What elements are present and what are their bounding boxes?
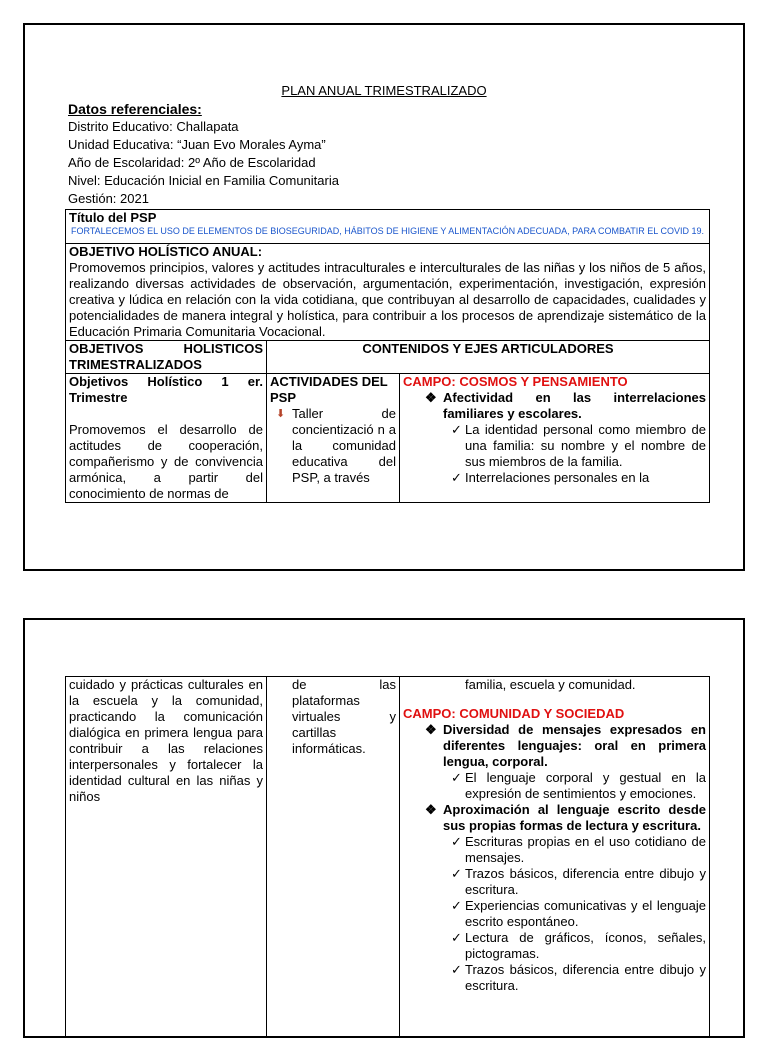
datos-referenciales-list [68,118,339,208]
campo-comunidad-heading: CAMPO: COMUNIDAD Y SOCIEDAD [403,706,625,721]
content-row-continued [66,677,710,1038]
checkmark-icon: ✓ [451,470,462,485]
checkmark-icon: ✓ [451,866,462,881]
document-page-2 [23,618,745,1038]
datos-line: Año de Escolaridad: 2º Año de Escolaridad [68,155,316,170]
actividad-continued: de las plataformas virtuales y cartillas informáticas. [292,677,396,756]
psp-title-text: FORTALECEMOS EL USO DE ELEMENTOS DE BIOSEGURIDAD, HÁBITOS DE HIGIENE Y ALIMENTACIÓN ADECUADA, PARA COMBATIR EL COVID 19. [71,226,704,236]
diamond-bullet-icon: ❖ [425,802,437,817]
campo-cosmos-heading: CAMPO: COSMOS Y PENSAMIENTO [403,374,628,389]
diamond-bullet-icon: ❖ [425,390,437,405]
checkmark-icon: ✓ [451,834,462,849]
psp-row [66,210,710,244]
content-row [66,374,710,503]
contenido-subitem: ✓ Trazos básicos, diferencia entre dibujo y escritura. [451,866,706,897]
psp-heading: Título del PSP [69,210,157,225]
document-page-1 [23,23,745,571]
datos-line: Nivel: Educación Inicial en Familia Comunitaria [68,173,339,188]
datos-referenciales-heading: Datos referenciales: [68,101,202,117]
contenido-subitem-continued: familia, escuela y comunidad. [465,677,636,692]
contenido-subitem: ✓ Lectura de gráficos, íconos, señales, pictogramas. [451,930,706,961]
objetivo-anual-text: Promovemos principios, valores y actitudes intraculturales e interculturales de las niñas y los niños de 5 años, realizando diversas actividades de observación, argumentación, experimentación, investigación, expresión creativa y lúdica en relación con la vida cotidiana, que contribuyan al desarrollo de capacidades, cualidades y potencialidades de manera integral y holística, para contribuir a los procesos de aprendizaje sistemático de la Educación Primaria Comunitaria Vocacional. [69,260,706,339]
arrow-bullet-icon: ⬇ [276,408,286,420]
contenido-subitem: ✓ Experiencias comunicativas y el lenguaje escrito espontáneo. [451,898,706,929]
datos-line: Gestión: 2021 [68,191,149,206]
document-title: PLAN ANUAL TRIMESTRALIZADO [281,83,487,98]
objetivo-anual-row [66,244,710,341]
contenido-subitem: ✓ El lenguaje corporal y gestual en la expresión de sentimientos y emociones. [451,770,706,801]
checkmark-icon: ✓ [451,962,462,977]
objetivo-anual-heading: OBJETIVO HOLÍSTICO ANUAL: [69,244,263,259]
checkmark-icon: ✓ [451,898,462,913]
checkmark-icon: ✓ [451,770,462,785]
actividad-item: ⬇ Taller de concientizació n a la comunidad educativa del PSP, a través [276,406,396,485]
plan-table-page2 [65,676,710,1038]
contenido-item: ❖ Diversidad de mensajes expresados en diferentes lenguajes: oral en primera lengua, corporal. [425,722,706,769]
datos-line: Unidad Educativa: “Juan Evo Morales Ayma” [68,137,326,152]
col-header-objetivos: OBJETIVOS HOLISTICOS TRIMESTRALIZADOS [66,341,267,374]
actividades-header: ACTIVIDADES DEL PSP [270,374,388,405]
datos-line: Distrito Educativo: Challapata [68,119,239,134]
plan-table-page1 [65,209,710,503]
column-header-row [66,341,710,374]
objetivo-trimestre-continued: cuidado y prácticas culturales en la escuela y la comunidad, practicando la comunicación dialógica en primera lengua para contribuir a las relaciones interpersonales y fortalecer la identidad cultural en las niñas y niños [69,677,263,804]
objetivo-trimestre-title: Objetivos Holístico 1 er. Trimestre [69,374,263,405]
contenido-item: ❖ Afectividad en las interrelaciones familiares y escolares. [425,390,706,421]
checkmark-icon: ✓ [451,422,462,437]
contenido-item: ❖ Aproximación al lenguaje escrito desde sus propias formas de lectura y escritura. [425,802,706,833]
contenido-subitem: ✓ Interrelaciones personales en la [451,470,650,485]
contenido-subitem: ✓ Trazos básicos, diferencia entre dibujo y escritura. [451,962,706,993]
checkmark-icon: ✓ [451,930,462,945]
objetivo-trimestre-text: Promovemos el desarrollo de actitudes de cooperación, compañerismo y de convivencia armónica, a partir del conocimiento de normas de [69,422,263,501]
col-header-contenidos: CONTENIDOS Y EJES ARTICULADORES [267,341,710,374]
contenido-subitem: ✓ La identidad personal como miembro de una familia: su nombre y el nombre de sus miembros de la familia. [451,422,706,469]
contenido-subitem: ✓ Escrituras propias en el uso cotidiano de mensajes. [451,834,706,865]
diamond-bullet-icon: ❖ [425,722,437,737]
